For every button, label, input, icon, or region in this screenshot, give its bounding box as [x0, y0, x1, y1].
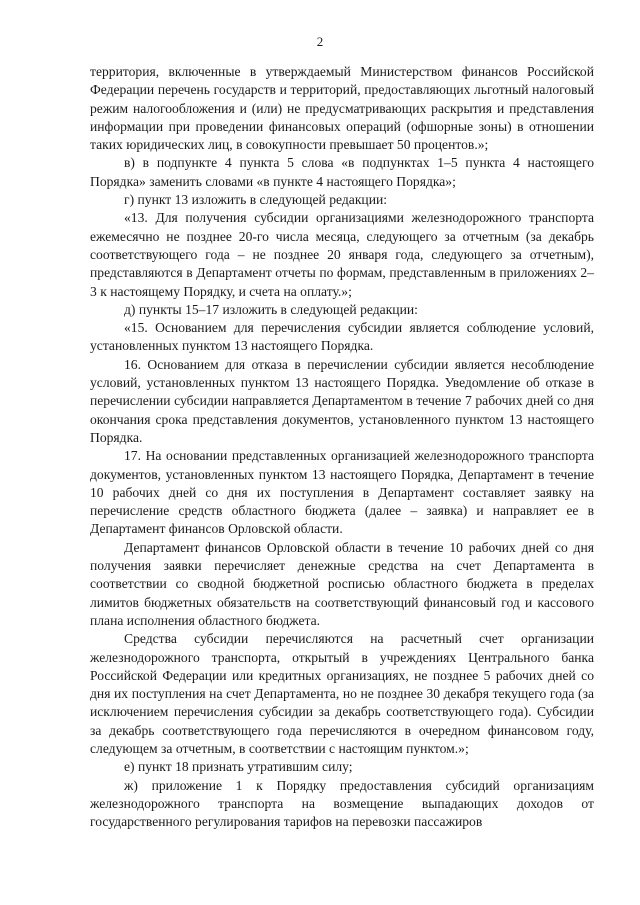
paragraph: 16. Основанием для отказа в перечислении субсидии является несоблюдение условий, установленных пунктом 13 настоящего Порядка. Уведомление об отказе в перечислении субсидии направляется Департаментом в течение 7 рабочих дней со дня окончания срока представления документов, установленного пунктом 13 настоящего Порядка.: [90, 356, 594, 445]
paragraph: 17. На основании представленных организацией железнодорожного транспорта документов, установленных пунктом 13 настоящего Порядка, Департамент в течение 10 рабочих дней со дня их поступления в Департамент составляет заявку на перечисление средств областного бюджета (далее – заявка) и направляет ее в Департамент финансов Орловской области.: [90, 448, 594, 537]
paragraph: территория, включенные в утверждаемый Министерством финансов Российской Федерации перечень государств и территорий, предоставляющих льготный налоговый режим налогообложения и (или) не предусматривающих раскрытия и представления информации при проведении финансовых операций (офшорные зоны) в отношении таких юридических лиц, в совокупности превышает 50 процентов.»;: [90, 64, 594, 153]
paragraph: «13. Для получения субсидии организациями железнодорожного транспорта ежемесячно не позднее 20-го числа месяца, следующего за отчетным (за декабрь соответствующего года – не позднее 20 января года, следующего за отчетным), представляются в Департамент отчеты по формам, представленным в приложениях 2–3 к настоящему Порядку, и счета на оплату.»;: [90, 210, 594, 299]
paragraph: г) пункт 13 изложить в следующей редакции:: [124, 192, 388, 208]
page-number: 2: [316, 34, 324, 49]
paragraph: е) пункт 18 признать утратившим силу;: [124, 759, 353, 775]
paragraph: «15. Основанием для перечисления субсидии является соблюдение условий, установленных пунктом 13 настоящего Порядка.: [90, 320, 594, 354]
document-body: [90, 63, 594, 831]
paragraph: ж) приложение 1 к Порядку предоставления субсидий организациям железнодорожного транспорта на возмещение выпадающих доходов от государственного регулирования тарифов на перевозки пассажиров: [90, 777, 594, 830]
paragraph: д) пункты 15–17 изложить в следующей редакции:: [124, 301, 418, 317]
paragraph: Департамент финансов Орловской области в течение 10 рабочих дней со дня получения заявки перечисляет денежные средства на счет Департамента в соответствии со сводной бюджетной росписью областного бюджета в пределах лимитов бюджетных обязательств на соответствующий финансовый год и кассового плана исполнения областного бюджета.: [90, 539, 594, 628]
paragraph: Средства субсидии перечисляются на расчетный счет организации железнодорожного транспорта, открытый в учреждениях Центрального банка Российской Федерации или кредитных организациях, не позднее 5 рабочих дней со дня их поступления на счет Департамента, но не позднее 30 декабря текущего года (за исключением перечисления субсидии за декабрь соответствующего года). Субсидии за декабрь соответствующего года перечисляются в очередном финансовом году, следующем за отчетным, в соответствии с настоящим пунктом.»;: [90, 631, 594, 756]
paragraph: в) в подпункте 4 пункта 5 слова «в подпунктах 1–5 пункта 4 настоящего Порядка» заменить словами «в пункте 4 настоящего Порядка»;: [90, 155, 594, 189]
